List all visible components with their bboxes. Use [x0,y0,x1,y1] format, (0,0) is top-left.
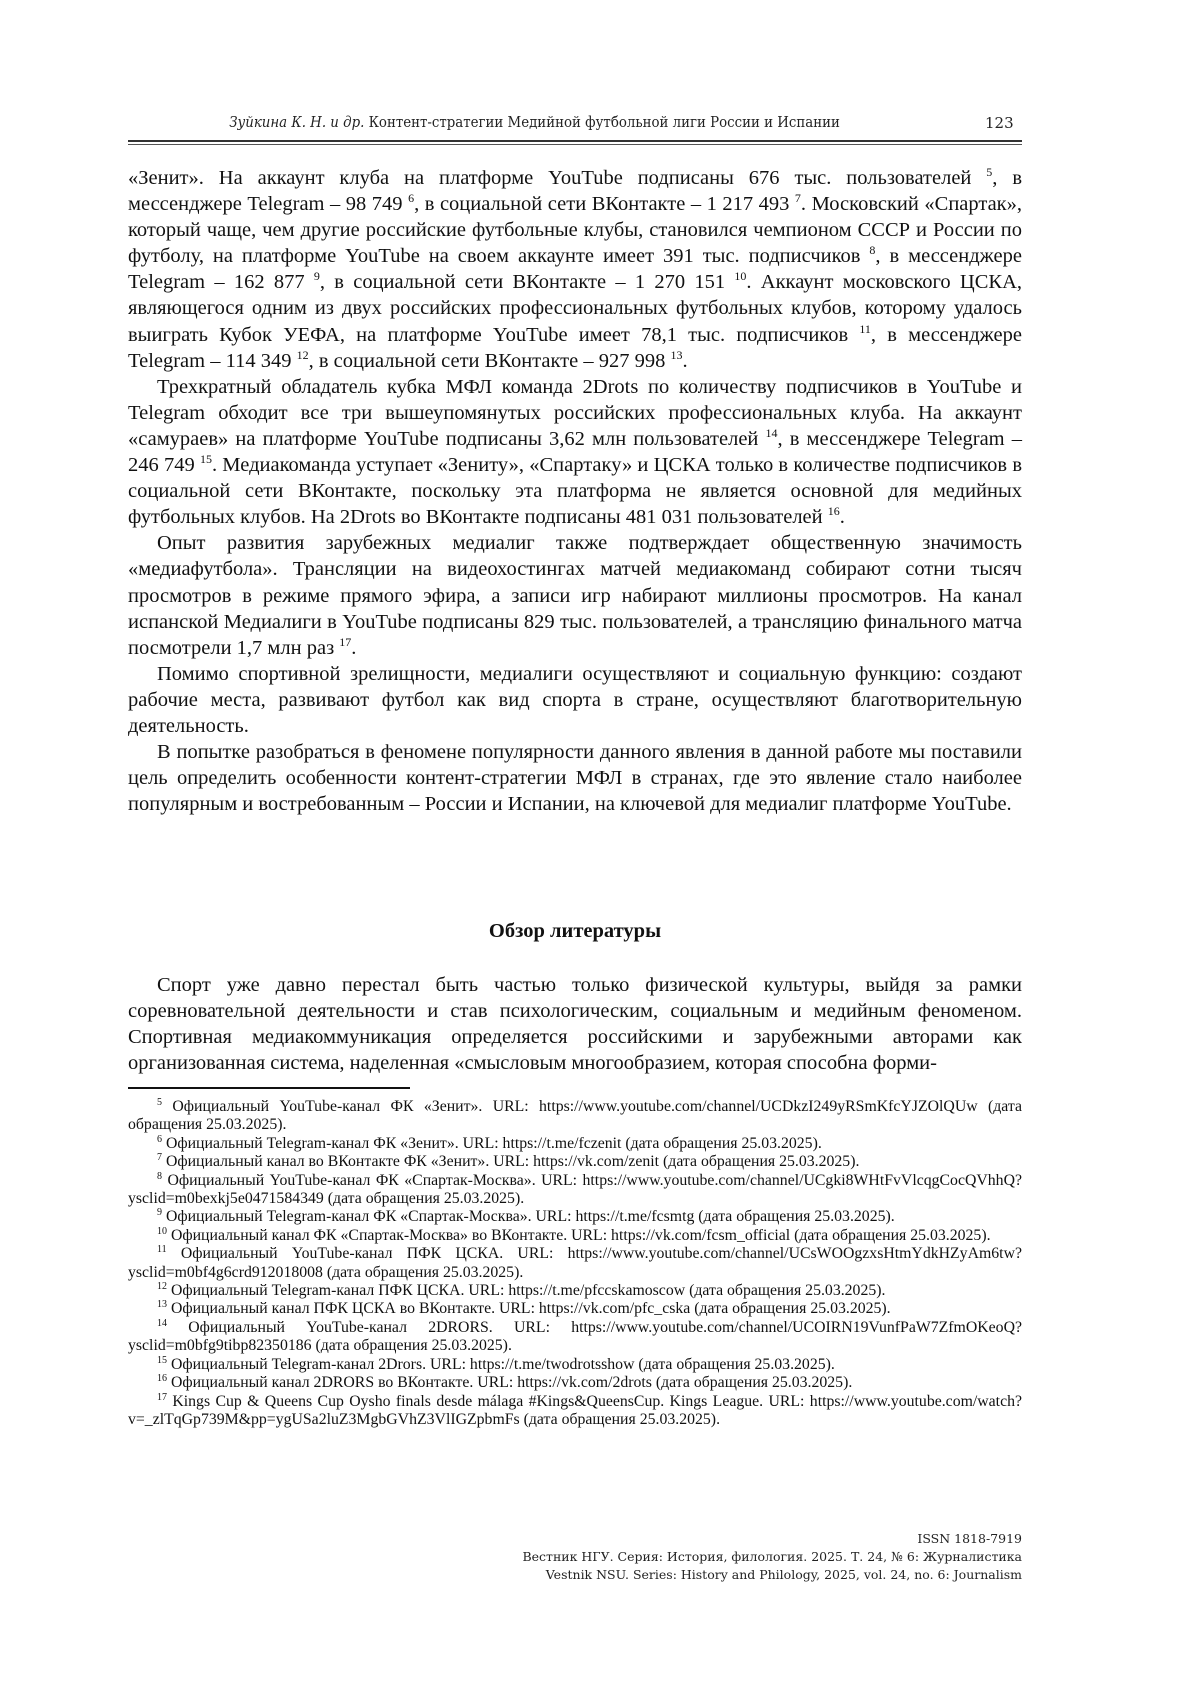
footnote [128,1356,1022,1374]
footnote-ref[interactable]: 11 [859,321,871,336]
footnote-number: 8 [157,1170,162,1182]
paragraph: Трехкратный обладатель кубка МФЛ команда 2Drots по количеству подписчиков в YouTube и Telegram обходит все три вышеупомянутых российских профессиональных клуба. На аккаунт «самураев» на платформе YouTube подписаны 3,62 млн пользователей $^{14}$, в мессенджере Telegram – 246 749 $^{15}$. Медиакоманда уступает «Зениту», «Спартаку» и ЦСКА только в количестве подписчиков в социальной сети ВКонтакте, поскольку эта платформа не является основной для медийных футбольных клубов. На 2Drots во ВКонтакте подписаны 481 031 пользователей $^{16}$. [128,375,1023,529]
footnote-text: Официальный YouTube-канал ПФК ЦСКА. URL: https://www.youtube.com/channel/UCsWOOgzxsHtmYdkHZyAm6tw?ysclid=m0bf4g6crd912018008 (дата обращения 25.03.2025). [128,1245,1022,1281]
footnote-separator [128,1087,410,1089]
footnote-text: Официальный YouTube-канал ФК «Спартак-Москва». URL: https://www.youtube.com/channel/UCgki8WHtFvVlcqgCocQVhhQ?ysclid=m0bexkj5e0471584349 (дата обращения 25.03.2025). [128,1171,1022,1208]
footnote-text: Официальный канал 2DRORS во ВКонтакте. URL: https://vk.com/2drots (дата обращения 25.03.2025). [167,1374,853,1392]
footnote [128,1208,1022,1226]
footnote [128,1172,1022,1209]
footnote [128,1282,1022,1300]
footnote-ref[interactable]: 14 [765,425,778,440]
footnote-text: Официальный YouTube-канал ФК «Зенит». URL: https://www.youtube.com/channel/UCDkzI249yRSmKfcYJZOlQUw (дата обращения 25.03.2025). [128,1098,1022,1134]
running-head [128,112,950,136]
running-head-authors: Зуйкина К. Н. и др. [229,115,365,131]
footnote-number: 13 [157,1299,167,1311]
footnote-number: 15 [157,1354,167,1366]
body-text [128,165,1022,817]
footnote [128,1098,1022,1135]
footnote [128,1153,1022,1171]
footnote-ref[interactable]: 15 [199,452,212,467]
footnote-number: 12 [157,1281,167,1293]
footnote-ref[interactable]: 16 [827,504,840,519]
journal-title-ru: Вестник НГУ. Серия: История, филология. 2025. Т. 24, № 6: Журналистика [522,1549,1022,1564]
paragraph: В попытке разобраться в феномене популярности данного явления в данной работе мы поставили цель определить особенности контент-стратегии МФЛ в странах, где это явление стало наиболее популярным и востребованным – России и Испании, на ключевой для медиалиг платформе YouTube. [128,741,1022,816]
section-paragraph: Спорт уже давно перестал быть частью только физической культуры, выйдя за рамки соревновательной деятельности и став психологическим, социальным и медийным феноменом. Спортивная медиакоммуникация определяется российскими и зарубежными авторами как организованная система, наделенная «смысловым многообразием, которая способна форми- [128,974,1022,1075]
footnote-ref[interactable]: 5 [986,165,993,179]
footnote-ref[interactable]: 17 [339,634,352,649]
section-heading: Обзор литературы [488,920,662,942]
footnote-number: 17 [157,1391,167,1403]
footnotes [128,1098,1022,1429]
footnote-ref[interactable]: 7 [794,191,801,206]
footnote-ref[interactable]: 10 [734,269,747,284]
footnote-ref[interactable]: 13 [670,347,683,362]
footnote [128,1135,1022,1153]
colophon [522,1530,1022,1584]
footnote-ref[interactable]: 6 [408,191,415,206]
footnote-text: Официальный канал ФК «Спартак-Москва» во ВКонтакте. URL: https://vk.com/fcsm_official (дата обращения 25.03.2025). [167,1226,991,1244]
journal-title-en: Vestnik NSU. Series: History and Philology, 2025, vol. 24, no. 6: Journalism [545,1567,1022,1582]
page-number: 123 [985,114,1014,132]
footnote-text: Официальный канал ПФК ЦСКА во ВКонтакте. URL: https://vk.com/pfc_cska (дата обращения 25.03.2025). [167,1300,891,1318]
footnote-ref[interactable]: 8 [869,243,876,258]
issn: ISSN 1818-7919 [917,1531,1022,1546]
footnote-text: Kings Cup & Queens Cup Oysho finals desde málaga #Kings&QueensCup. Kings League. URL: https://www.youtube.com/watch?v=_zlTqGp739M&pp=ygUSa2luZ3MgbGVhZ3VlIGZpbmFs (дата обращения 25.03.2025). [128,1392,1022,1428]
footnote-number: 16 [157,1373,167,1385]
footnote [128,1319,1022,1356]
footnote [128,1393,1022,1430]
footnote-text: Официальный канал во ВКонтакте ФК «Зенит». URL: https://vk.com/zenit (дата обращения 25.03.2025). [162,1153,860,1171]
footnote-ref[interactable]: 12 [296,347,309,362]
footnote-text: Официальный Telegram-канал ПФК ЦСКА. URL: https://t.me/pfccskamoscow (дата обращения 25.03.2025). [167,1282,886,1300]
header-rule-secondary [128,144,1022,145]
footnote-text: Официальный Telegram-канал ФК «Зенит». URL: https://t.me/fczenit (дата обращения 25.03.2025). [162,1134,822,1152]
footnote [128,1245,1022,1282]
footnote-number: 6 [157,1133,162,1145]
footnote [128,1374,1022,1392]
paragraph: Опыт развития зарубежных медиалиг также подтверждает общественную значимость «медиафутбола». Трансляции на видеохостингах матчей медиакоманд собирают сотни тысяч просмотров в режиме прямого эфира, а записи игр набирают миллионы просмотров. На канал испанской Медиалиги в YouTube подписаны 829 тыс. пользователей, а трансляцию финального матча посмотрели 1,7 млн раз $^{17}$. [128,532,1022,659]
footnote-number: 9 [157,1207,162,1219]
footnote [128,1227,1022,1245]
footnote-text: Официальный Telegram-канал 2Drors. URL: https://t.me/twodrotsshow (дата обращения 25.03.2025). [167,1355,835,1373]
footnote-text: Официальный YouTube-канал 2DRORS. URL: https://www.youtube.com/channel/UCOIRN19VunfPaW7ZfmOKeoQ?ysclid=m0bfg9tibp82350186 (дата обращения 25.03.2025). [128,1318,1022,1355]
footnote-number: 11 [157,1244,167,1256]
footnote-number: 5 [157,1097,162,1108]
footnote-number: 10 [157,1225,167,1237]
paragraph: «Зенит». На аккаунт клуба на платформе YouTube подписаны 676 тыс. пользователей $^5$, в мессенджере Telegram – 98 749 $^6$, в социальной сети ВКонтакте – 1 217 493 $^7$. Московский «Спартак», который чаще, чем другие российские футбольные клубы, становился чемпионом СССР и России по футболу, на платформе YouTube на своем аккаунте имеет 391 тыс. подписчиков $^8$, в мессенджере Telegram – 162 877 $^9$, в социальной сети ВКонтакте – 1 270 151 $^{10}$. Аккаунт московского ЦСКА, являющегося одним из двух российских профессиональных футбольных клубов, которому удалось выиграть Кубок УЕФА, на платформе YouTube имеет 78,1 тыс. подписчиков $^{11}$, в мессенджере Telegram – 114 349 $^{12}$, в социальной сети ВКонтакте – 927 998 $^{13}$. [128,165,1023,372]
footnote-number: 14 [157,1317,167,1329]
running-head-text [229,115,840,131]
footnote-text: Официальный Telegram-канал ФК «Спартак-Москва». URL: https://t.me/fcsmtg (дата обращения 25.03.2025). [162,1208,895,1226]
footnote-number: 7 [157,1152,162,1164]
header-rule [128,140,1022,142]
running-head-title: Контент-стратегии Медийной футбольной лиги России и Испании [368,115,840,131]
footnote [128,1300,1022,1318]
section-body [128,972,1022,1076]
footnote-ref[interactable]: 9 [313,269,320,284]
paragraph: Помимо спортивной зрелищности, медиалиги осуществляют и социальную функцию: создают рабочие места, развивают футбол как вид спорта в стране, осуществляют благотворительную деятельность. [128,662,1022,737]
